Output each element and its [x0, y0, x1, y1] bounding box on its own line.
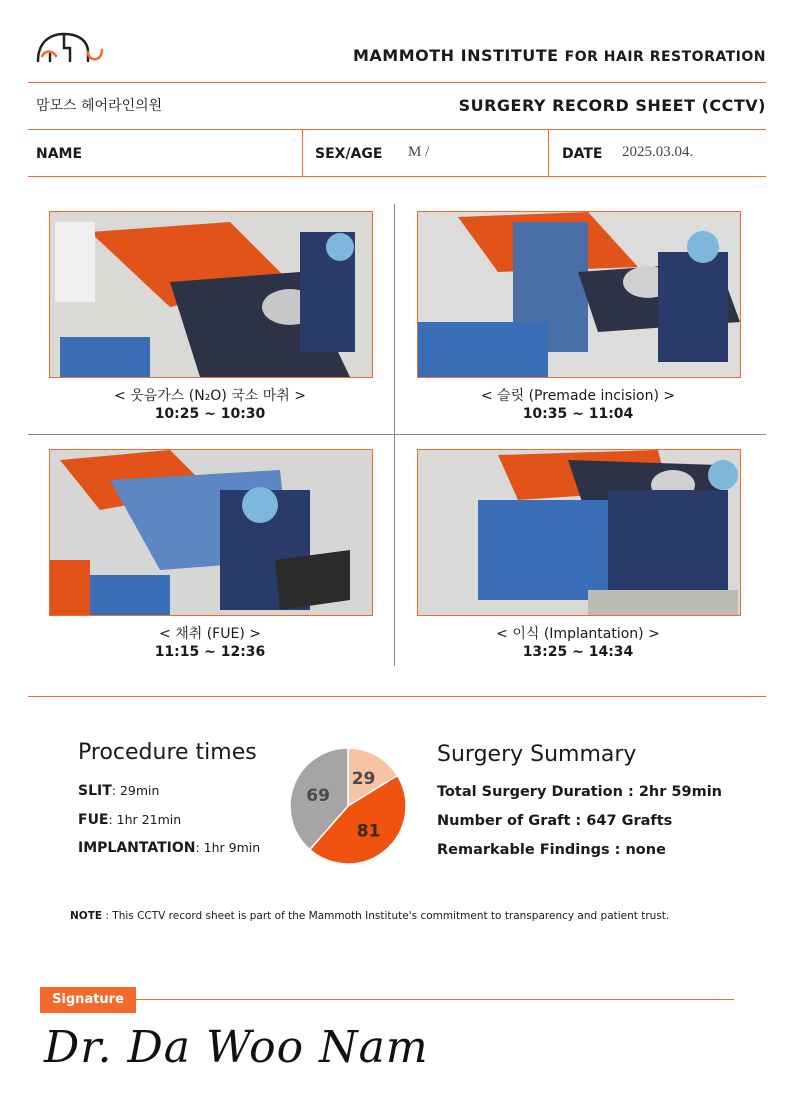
- doctor-signature: Dr. Da Woo Nam: [44, 1022, 429, 1073]
- summary-total-duration: Total Surgery Duration : 2hr 59min: [437, 784, 723, 800]
- pie-label-slit: 29: [351, 769, 376, 790]
- procedure-label: SLIT: [78, 783, 112, 799]
- signature-rule: [136, 999, 734, 1000]
- field-divider: [548, 130, 549, 176]
- photo-caption: [403, 625, 753, 661]
- procedure-value: : 1hr 9min: [195, 840, 261, 855]
- note-label: NOTE: [70, 910, 103, 922]
- caption-time: 13:25 ~ 14:34: [522, 644, 634, 660]
- photo-caption: [35, 387, 385, 423]
- field-divider: [302, 130, 303, 176]
- institute-name-rest: FOR HAIR RESTORATION: [564, 49, 766, 65]
- institute-name: [353, 46, 766, 65]
- caption-title: < 이식 (Implantation) >: [496, 626, 660, 642]
- cctv-photo-anesthesia: [49, 211, 373, 378]
- cctv-photo-slit: [417, 211, 741, 378]
- signature-label: Signature: [40, 987, 136, 1013]
- section-rule: [28, 696, 766, 697]
- grid-horizontal-divider: [28, 434, 766, 435]
- caption-title: < 웃음가스 (N₂O) 국소 마취 >: [114, 388, 306, 404]
- caption-time: 10:35 ~ 11:04: [522, 406, 634, 422]
- korean-clinic-name: 맘모스 헤어라인의원: [36, 98, 163, 114]
- procedure-label: IMPLANTATION: [78, 840, 196, 856]
- caption-title: < 슬릿 (Premade incision) >: [480, 388, 676, 404]
- name-label: NAME: [36, 146, 83, 162]
- transparency-note: [70, 910, 669, 922]
- sexage-label: SEX/AGE: [315, 146, 383, 162]
- header-rule-top: [28, 82, 766, 83]
- photo-caption: [35, 625, 385, 661]
- procedure-label: FUE: [78, 812, 109, 828]
- grid-vertical-divider: [394, 204, 395, 666]
- mammoth-logo-icon: [36, 28, 106, 64]
- date-label: DATE: [562, 146, 603, 162]
- summary-findings: Remarkable Findings : none: [437, 842, 666, 858]
- date-value: 2025.03.04.: [622, 144, 694, 160]
- procedure-row: [78, 840, 260, 856]
- summary-graft-count: Number of Graft : 647 Grafts: [437, 813, 673, 829]
- procedure-pie-chart: [288, 746, 408, 866]
- cctv-photo-fue: [49, 449, 373, 616]
- pie-label-implantation: 69: [306, 785, 330, 806]
- header-rule-bottom: [28, 176, 766, 177]
- procedure-row: [78, 783, 159, 799]
- procedure-times-title: Procedure times: [78, 740, 257, 765]
- institute-name-bold: MAMMOTH INSTITUTE: [352, 46, 559, 65]
- surgery-summary-title: Surgery Summary: [437, 742, 637, 767]
- caption-time: 10:25 ~ 10:30: [154, 406, 266, 422]
- note-text: : This CCTV record sheet is part of the Mammoth Institute's commitment to transparency and patient trust.: [102, 910, 670, 922]
- cctv-photo-implantation: [417, 449, 741, 616]
- procedure-row: [78, 812, 181, 828]
- photo-caption: [403, 387, 753, 423]
- caption-time: 11:15 ~ 12:36: [154, 644, 266, 660]
- procedure-value: : 1hr 21min: [108, 812, 182, 827]
- pie-label-fue: 81: [356, 821, 381, 842]
- caption-title: < 채취 (FUE) >: [159, 626, 261, 642]
- procedure-value: : 29min: [111, 783, 160, 798]
- header-rule-mid: [28, 129, 766, 130]
- sexage-value: M /: [408, 144, 430, 160]
- sheet-title: SURGERY RECORD SHEET (CCTV): [458, 96, 766, 115]
